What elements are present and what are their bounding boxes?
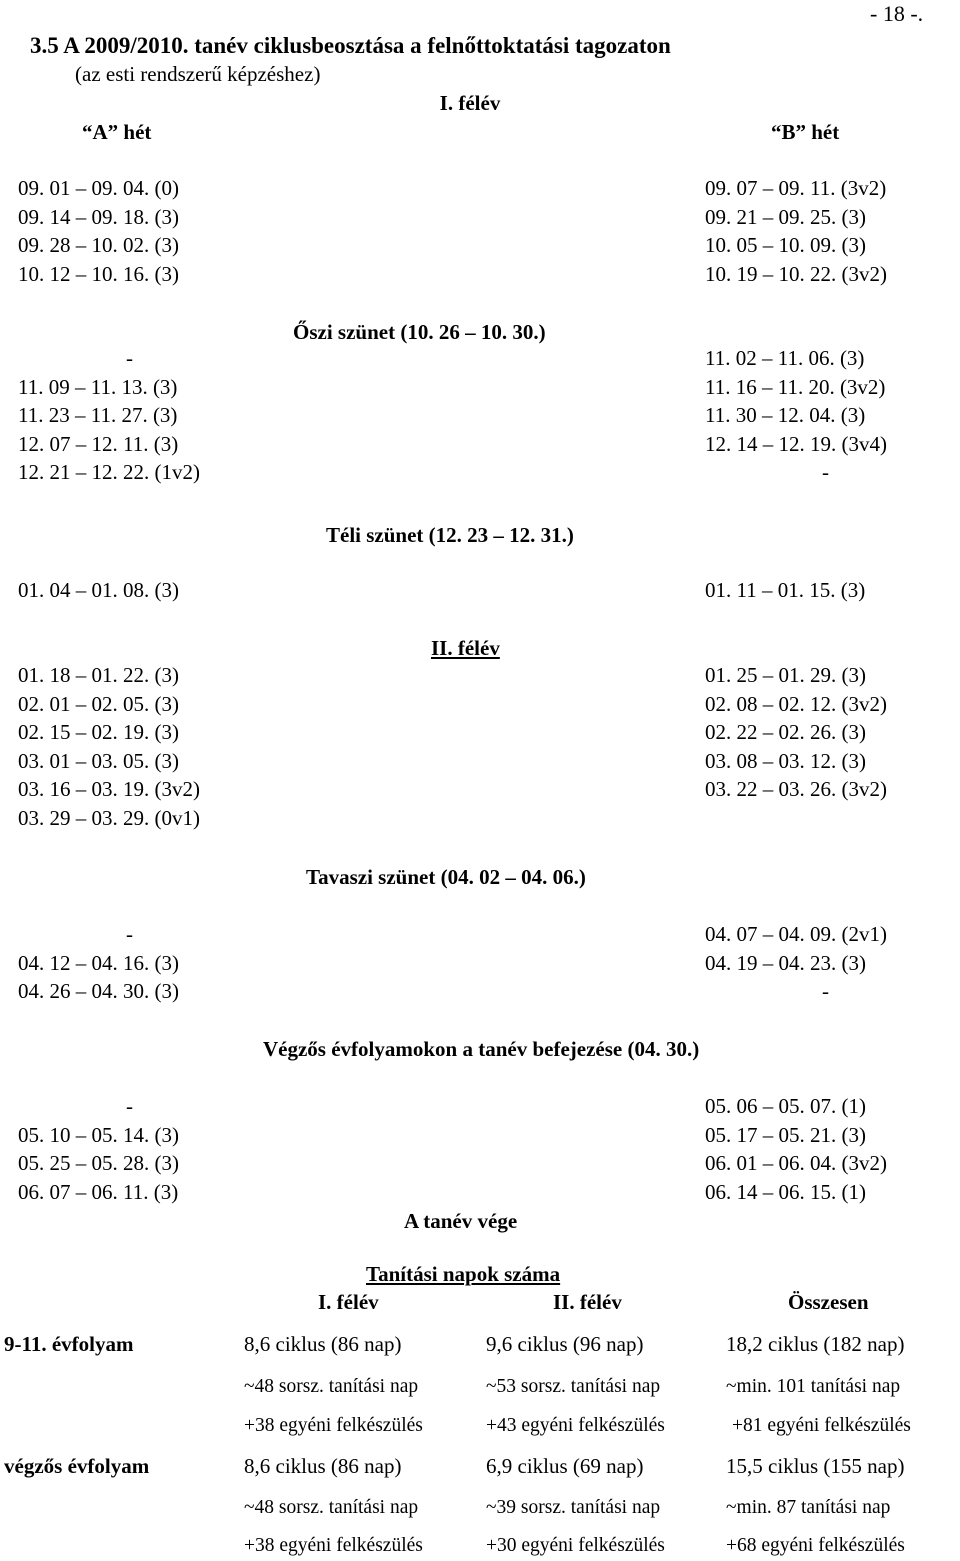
date-range: 11. 23 – 11. 27. (3) [18,403,178,428]
date-range: 09. 07 – 09. 11. (3v2) [705,176,887,200]
summary-cell: +38 egyéni felkészülés [244,1415,423,1436]
date-range: 01. 25 – 01. 29. (3) [705,663,866,687]
summary-cell: 6,9 ciklus (69 nap) [486,1454,644,1478]
final-years-end: Végzős évfolyamokon a tanév befejezése (04. 30.) [263,1037,700,1061]
summary-col-semester-2: II. félév [553,1290,622,1314]
week-a-heading: “A” hét [82,120,152,144]
date-range: 05. 10 – 05. 14. (3) [18,1122,179,1147]
summary-cell: 8,6 ciklus (86 nap) [244,1332,402,1356]
block2-week-b [705,344,887,487]
year-end: A tanév vége [404,1209,518,1233]
date-range: 10. 19 – 10. 22. (3v2) [705,261,887,286]
block4-week-a [18,661,200,833]
summary-cell: ~53 sorsz. tanítási nap [486,1376,661,1397]
summary-cell: 15,5 ciklus (155 nap) [726,1454,905,1478]
date-range: 04. 26 – 04. 30. (3) [18,979,179,1004]
page-number: - 18 -. [870,1,924,26]
autumn-break: Őszi szünet (10. 26 – 10. 30.) [293,320,546,344]
summary-cell: ~min. 87 tanítási nap [726,1497,891,1518]
summary-cell: +38 egyéni felkészülés [244,1535,423,1556]
date-range: 09. 14 – 09. 18. (3) [18,204,179,229]
summary-cell: ~48 sorsz. tanítási nap [244,1376,419,1397]
date-range: 01. 04 – 01. 08. (3) [18,578,179,602]
date-range: 03. 16 – 03. 19. (3v2) [18,777,200,802]
date-range: 09. 21 – 09. 25. (3) [705,204,866,229]
block6-week-b [705,1092,887,1206]
date-range: 04. 07 – 04. 09. (2v1) [705,922,887,946]
date-range: 01. 11 – 01. 15. (3) [705,578,866,602]
summary-cell: +43 egyéni felkészülés [486,1415,665,1436]
date-range: 06. 14 – 06. 15. (1) [705,1179,866,1204]
summary-col-semester-1: I. félév [318,1290,379,1314]
date-range: 03. 22 – 03. 26. (3v2) [705,777,887,802]
date-range: 03. 08 – 03. 12. (3) [705,748,866,773]
winter-break: Téli szünet (12. 23 – 12. 31.) [326,523,574,547]
date-range: 01. 18 – 01. 22. (3) [18,663,179,687]
summary-cell: 8,6 ciklus (86 nap) [244,1454,402,1478]
date-range: 11. 16 – 11. 20. (3v2) [705,374,886,399]
block3-week-b [705,576,865,605]
summary-cell: +30 egyéni felkészülés [486,1535,665,1556]
date-range: 09. 28 – 10. 02. (3) [18,233,179,258]
date-range: 12. 21 – 12. 22. (1v2) [18,460,200,485]
block5-week-a [18,920,179,1006]
date-range: 09. 01 – 09. 04. (0) [18,176,179,200]
date-range: 06. 07 – 06. 11. (3) [18,1179,179,1204]
date-range: 12. 14 – 12. 19. (3v4) [705,431,887,456]
summary-row-label: 9-11. évfolyam [4,1332,134,1356]
date-range: - [126,1094,133,1118]
block1-week-b [705,174,887,288]
block2-week-a [18,344,200,487]
date-range: 04. 19 – 04. 23. (3) [705,950,866,975]
date-range: 04. 12 – 04. 16. (3) [18,950,179,975]
summary-heading: Tanítási napok száma [366,1262,561,1286]
date-range: - [822,979,829,1004]
date-range: 10. 05 – 10. 09. (3) [705,233,866,258]
date-range: - [126,346,133,370]
block5-week-b [705,920,887,1006]
summary-cell: 18,2 ciklus (182 nap) [726,1332,905,1356]
date-range: 02. 15 – 02. 19. (3) [18,720,179,745]
date-range: 11. 30 – 12. 04. (3) [705,403,866,428]
date-range: 02. 01 – 02. 05. (3) [18,691,179,716]
date-range: 05. 06 – 05. 07. (1) [705,1094,866,1118]
summary-cell: ~min. 101 tanítási nap [726,1376,901,1397]
summary-col-total: Összesen [788,1290,869,1314]
page-title: 3.5 A 2009/2010. tanév ciklusbeosztása a felnőttoktatási tagozaton [30,33,671,58]
date-range: 11. 09 – 11. 13. (3) [18,374,178,399]
summary-cell: +81 egyéni felkészülés [732,1415,911,1436]
block6-week-a [18,1092,179,1206]
block1-week-a [18,174,179,288]
summary-cell: ~39 sorsz. tanítási nap [486,1497,661,1518]
block3-week-a [18,576,179,605]
date-range: - [822,460,829,485]
date-range: 05. 25 – 05. 28. (3) [18,1151,179,1176]
date-range: 06. 01 – 06. 04. (3v2) [705,1151,887,1176]
date-range: - [126,922,133,946]
summary-row-label: végzős évfolyam [4,1454,150,1478]
summary-cell: ~48 sorsz. tanítási nap [244,1497,419,1518]
summary-cell: 9,6 ciklus (96 nap) [486,1332,644,1356]
date-range: 05. 17 – 05. 21. (3) [705,1122,866,1147]
semester-2-heading: II. félév [431,636,500,660]
spring-break: Tavaszi szünet (04. 02 – 04. 06.) [306,865,586,889]
page-subtitle: (az esti rendszerű képzéshez) [75,62,321,86]
date-range: 12. 07 – 12. 11. (3) [18,431,179,456]
block4-week-b [705,661,887,804]
date-range: 02. 22 – 02. 26. (3) [705,720,866,745]
date-range: 03. 01 – 03. 05. (3) [18,748,179,773]
date-range: 02. 08 – 02. 12. (3v2) [705,691,887,716]
date-range: 10. 12 – 10. 16. (3) [18,261,179,286]
semester-1-heading: I. félév [439,91,501,115]
summary-cell: +68 egyéni felkészülés [726,1535,905,1556]
week-b-heading: “B” hét [771,120,840,144]
date-range: 11. 02 – 11. 06. (3) [705,346,865,370]
date-range: 03. 29 – 03. 29. (0v1) [18,805,200,830]
